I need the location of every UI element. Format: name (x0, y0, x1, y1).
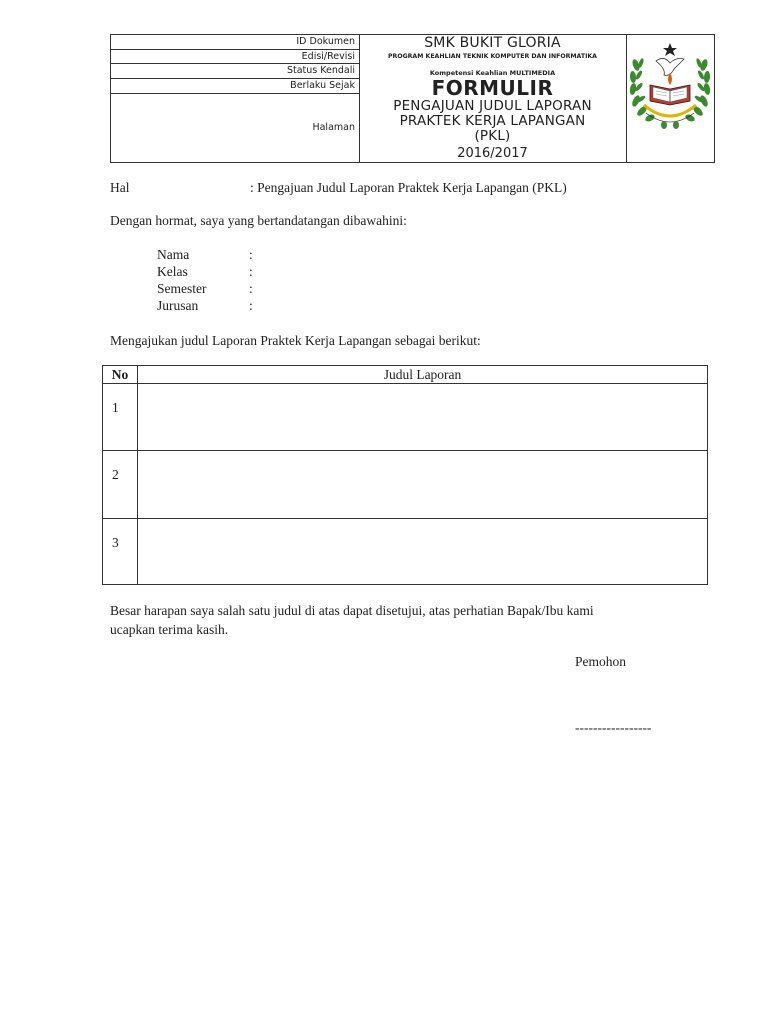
hal-value: : Pengajuan Judul Laporan Praktek Kerja Lapangan (PKL) (250, 180, 567, 195)
program-name: PROGRAM KEAHLIAN TEKNIK KOMPUTER DAN INFORMATIKA (388, 53, 597, 60)
closing-line-2: ucapkan terima kasih. (110, 622, 229, 637)
table-cell-judul[interactable] (138, 384, 707, 450)
table-header-no: No (103, 366, 138, 383)
meta-label-edisi-revisi: Edisi/Revisi (301, 51, 355, 62)
meta-row-status-kendali (111, 64, 359, 79)
academic-year: 2016/2017 (457, 146, 528, 161)
form-subtitle (359, 99, 626, 144)
field-label-jurusan: Jurusan (157, 298, 199, 313)
document-title-column (359, 35, 627, 162)
table-row (103, 519, 707, 584)
signer-label: Pemohon (575, 654, 627, 669)
table-cell-judul[interactable] (138, 519, 707, 584)
table-cell-no: 1 (103, 384, 138, 450)
table-row (103, 384, 707, 451)
school-name: SMK BUKIT GLORIA (424, 35, 561, 51)
table-cell-no: 3 (103, 519, 138, 584)
closing-line-1: Besar harapan saya salah satu judul di atas dapat disetujui, atas perhatian Bapak/Ibu kami (110, 603, 594, 618)
field-label-semester: Semester (157, 281, 207, 296)
form-subtitle-line-1: PENGAJUAN JUDUL LAPORAN (393, 98, 592, 114)
meta-row-edisi-revisi (111, 50, 359, 64)
table-header-judul: Judul Laporan (383, 367, 462, 382)
meta-label-halaman: Halaman (312, 122, 355, 133)
kompetensi-keahlian: Kompetensi Keahlian MULTIMEDIA (429, 69, 556, 77)
form-subtitle-line-2: PRAKTEK KERJA LAPANGAN (399, 113, 586, 129)
field-colon-semester: : (249, 281, 253, 296)
meta-row-id-dokumen (111, 35, 359, 50)
judul-laporan-table (102, 365, 708, 585)
form-title: FORMULIR (431, 76, 554, 100)
table-header-row (103, 366, 707, 384)
meta-row-berlaku-sejak (111, 79, 359, 94)
hal-label: Hal (110, 180, 130, 195)
document-header (110, 34, 715, 163)
table-cell-judul[interactable] (138, 451, 707, 518)
signature-line: ----------------- (575, 720, 652, 735)
meta-label-id-dokumen: ID Dokumen (296, 36, 355, 47)
field-colon-nama: : (249, 247, 253, 262)
intro-text: Mengajukan judul Laporan Praktek Kerja Lapangan sebagai berikut: (110, 333, 481, 348)
document-meta-column (111, 35, 360, 162)
field-label-nama: Nama (157, 247, 190, 262)
greeting-text: Dengan hormat, saya yang bertandatangan dibawahini: (110, 213, 407, 228)
logo-column (626, 35, 714, 162)
meta-label-status-kendali: Status Kendali (286, 65, 355, 76)
field-colon-kelas: : (249, 264, 253, 279)
form-subtitle-line-3: (PKL) (474, 128, 511, 144)
table-row (103, 451, 707, 519)
field-label-kelas: Kelas (157, 264, 188, 279)
table-cell-no: 2 (103, 451, 138, 518)
field-colon-jurusan: : (249, 298, 253, 313)
school-emblem-icon (626, 35, 714, 162)
meta-label-berlaku-sejak: Berlaku Sejak (290, 80, 355, 91)
meta-row-halaman (111, 94, 359, 162)
